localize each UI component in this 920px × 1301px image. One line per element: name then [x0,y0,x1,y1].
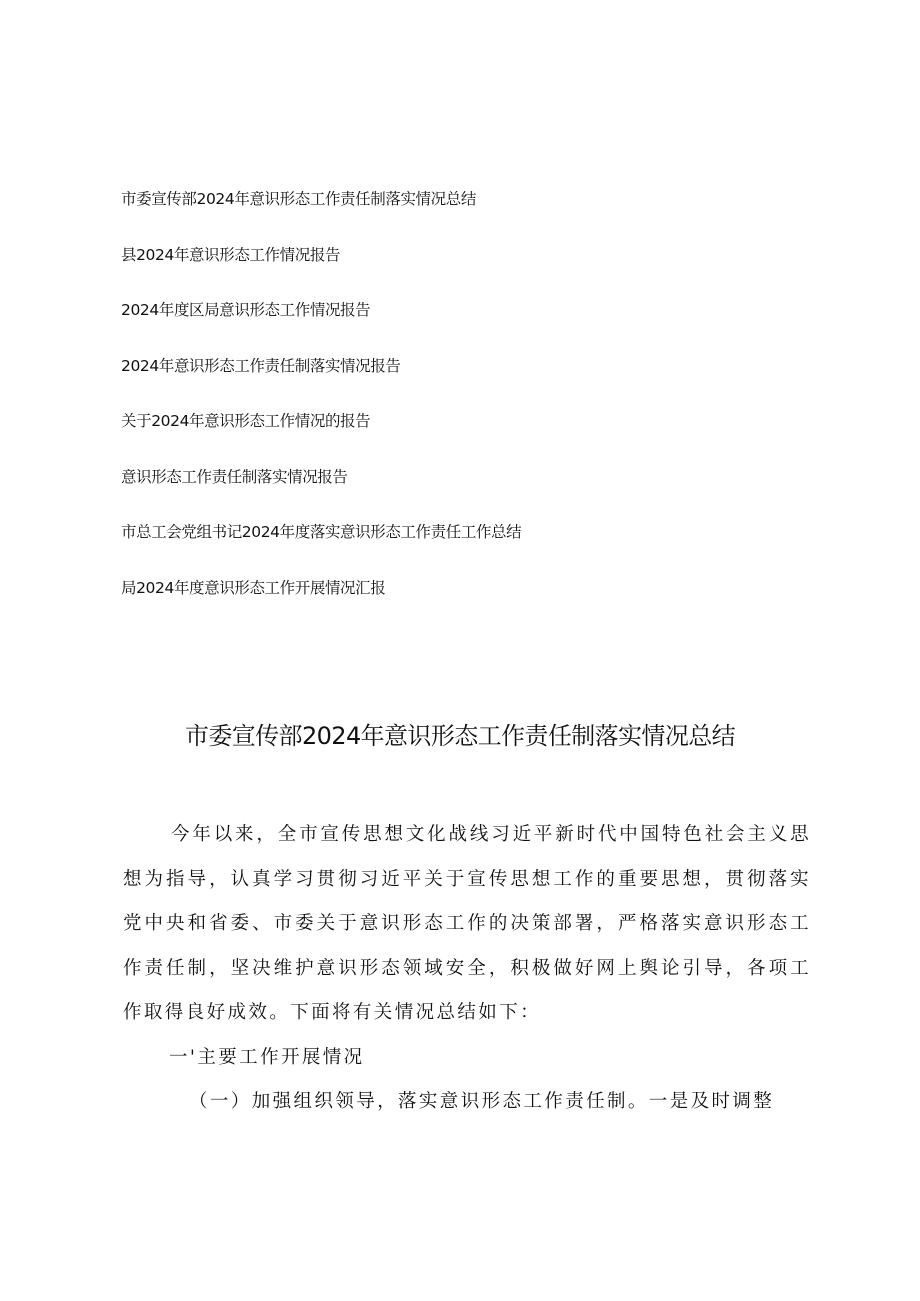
toc-item[interactable]: 意识形态工作责任制落实情况报告 [121,467,348,486]
toc-item[interactable]: 县2024年意识形态工作情况报告 [121,245,341,264]
subsection-heading: （一）加强组织领导，落实意识形态工作责任制。一是及时调整 [189,1091,775,1112]
document-title: 市委宣传部2024年意识形态工作责任制落实情况总结 [184,722,736,750]
toc-item[interactable]: 2024年意识形态工作责任制落实情况报告 [121,356,401,375]
toc-item[interactable]: 市总工会党组书记2024年度落实意识形态工作责任工作总结 [121,523,522,541]
section-heading: 一'主要工作开展情况 [169,1046,365,1068]
toc-item[interactable]: 市委宣传部2024年意识形态工作责任制落实情况总结 [121,190,476,208]
toc-item[interactable]: 局2024年度意识形态工作开展情况汇报 [121,578,386,597]
table-of-contents [121,186,821,630]
toc-item[interactable]: 2024年度区局意识形态工作情况报告 [121,301,371,319]
document-body [123,813,811,1125]
toc-item[interactable]: 关于2024年意识形态工作情况的报告 [121,412,371,430]
intro-paragraph: 今年以来，全市宣传思想文化战线习近平新时代中国特色社会主义思想为指导，认真学习贯彻习近平关于宣传思想工作的重要思想，贯彻落实党中央和省委、市委关于意识形态工作的决策部署，严格落实意识形态工作责任制，坚决维护意识形态领域安全，积极做好网上舆论引导，各项工作取得良好成效。下面将有关情况总结如下： [123,824,811,1023]
